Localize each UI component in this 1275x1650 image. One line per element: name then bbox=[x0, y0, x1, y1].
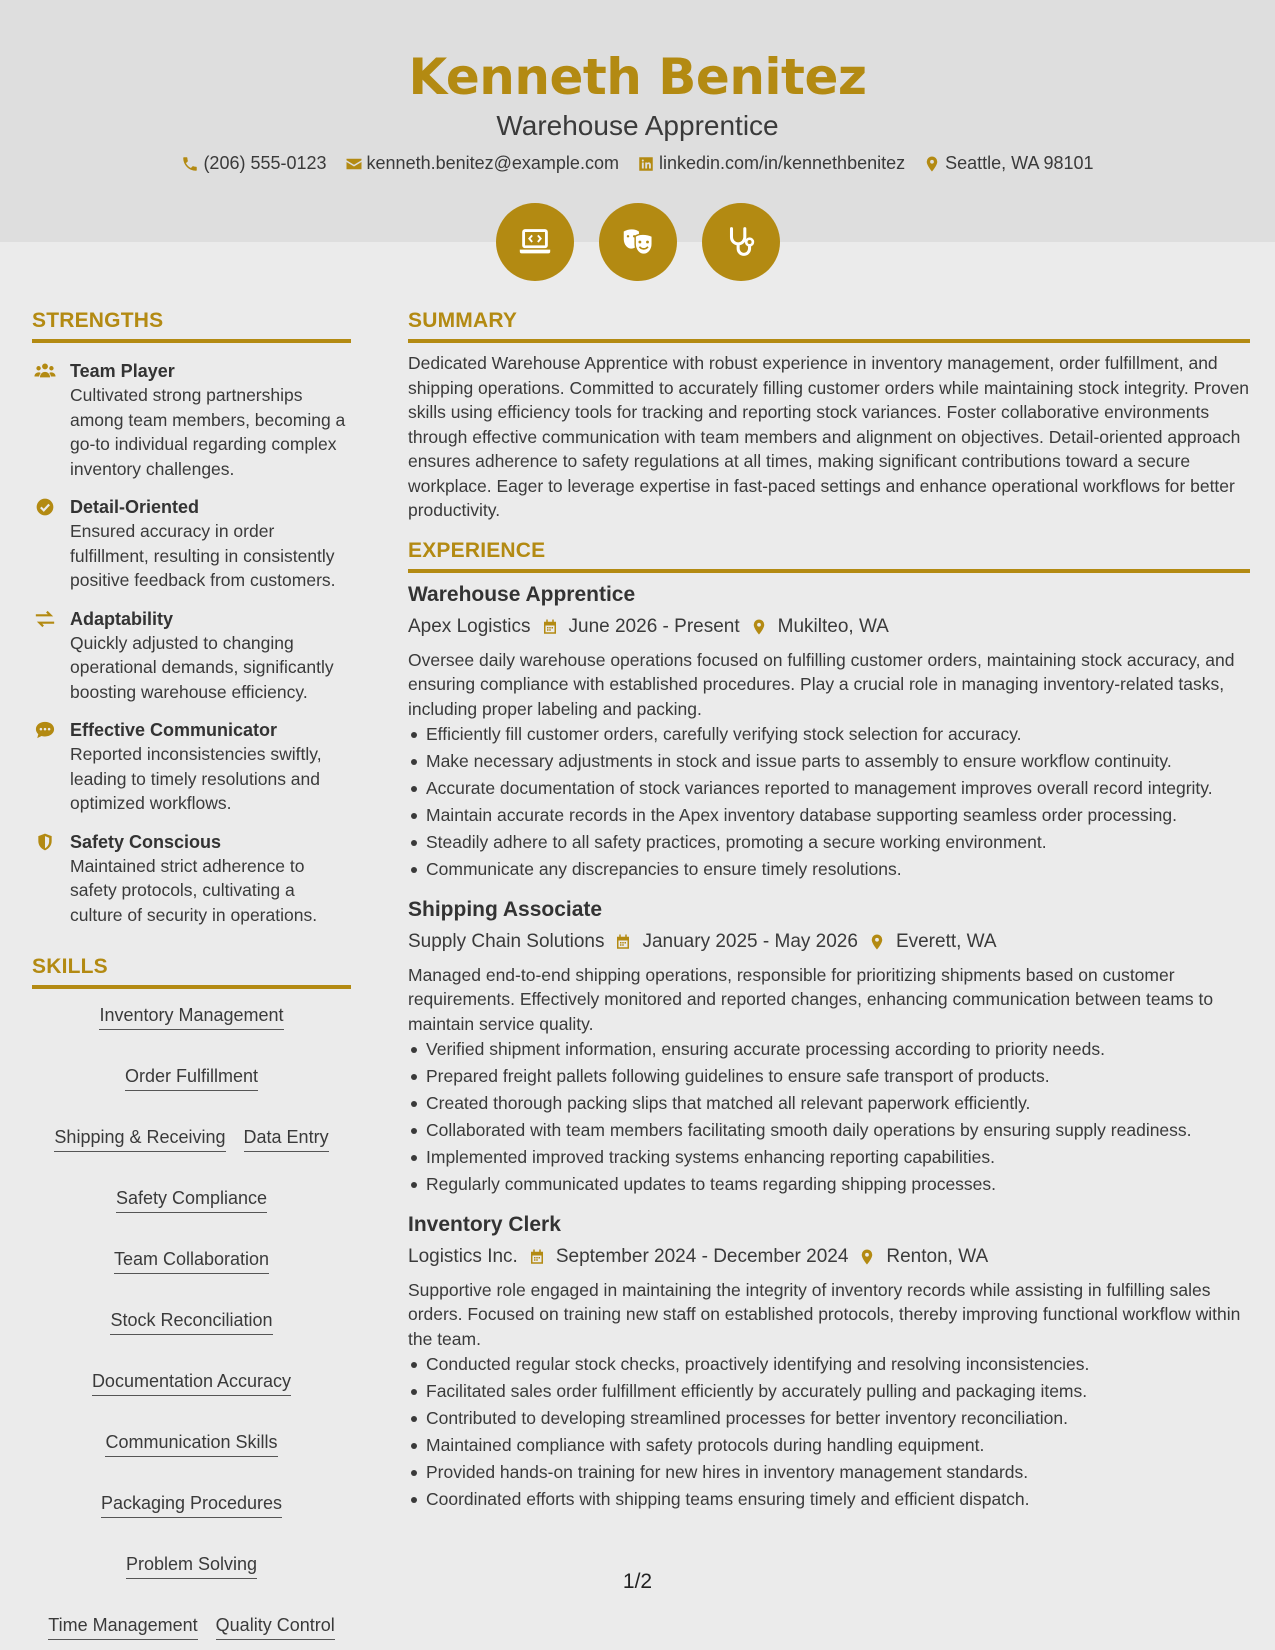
job-bullet: Implemented improved tracking systems enhancing reporting capabilities. bbox=[408, 1145, 1250, 1170]
linkedin-icon bbox=[637, 155, 655, 173]
job-bullet: Collaborated with team members facilitating smooth daily operations by ensuring supply readiness. bbox=[408, 1118, 1250, 1143]
location-pin-icon bbox=[923, 155, 941, 173]
theater-masks-icon bbox=[619, 223, 657, 261]
badge-laptop bbox=[496, 203, 574, 281]
contact-linkedin[interactable] bbox=[637, 153, 905, 174]
strength-desc: Reported inconsistencies swiftly, leading to timely resolutions and optimized workflows. bbox=[70, 744, 322, 813]
job-role: Inventory Clerk bbox=[408, 1212, 561, 1236]
strength-item bbox=[32, 607, 351, 705]
job-entry bbox=[408, 1211, 1250, 1512]
job-bullet: Efficiently fill customer orders, carefully verifying stock selection for accuracy. bbox=[408, 722, 1250, 747]
check-circle-icon bbox=[34, 497, 56, 517]
skill-tag: Data Entry bbox=[244, 1127, 329, 1152]
job-bullet: Coordinated efforts with shipping teams ensuring timely and efficient dispatch. bbox=[408, 1487, 1250, 1512]
strength-desc: Maintained strict adherence to safety protocols, cultivating a culture of security in operations. bbox=[70, 855, 318, 925]
location-pin-icon bbox=[858, 1248, 876, 1266]
skill-tag: Documentation Accuracy bbox=[92, 1371, 291, 1396]
job-dates: January 2025 - May 2026 bbox=[642, 930, 858, 952]
calendar-icon bbox=[541, 618, 559, 636]
job-meta bbox=[408, 929, 1250, 955]
job-description: Oversee daily warehouse operations focused on fulfilling customer orders, maintaining stock accuracy, and ensuring compliance with established procedures. Play a crucial role in managing inventory-related tasks, including proper labeling and packing. bbox=[408, 649, 1235, 719]
strength-name: Adaptability bbox=[70, 608, 174, 629]
exchange-icon bbox=[34, 609, 56, 629]
strength-desc: Cultivated strong partnerships among team members, becoming a go-to individual regarding complex inventory challenges. bbox=[70, 385, 346, 479]
job-location: Renton, WA bbox=[886, 1245, 989, 1267]
calendar-icon bbox=[614, 933, 632, 951]
job-bullet: Facilitated sales order fulfillment efficiently by accurately pulling and packaging items. bbox=[408, 1379, 1250, 1404]
job-description: Managed end-to-end shipping operations, responsible for prioritizing shipments based on customer requirements. Effectively monitored and reported changes, enhancing communication between teams to maintain service quality. bbox=[408, 964, 1214, 1034]
job-bullet: Conducted regular stock checks, proactively identifying and resolving inconsistencies. bbox=[408, 1352, 1250, 1377]
right-column bbox=[408, 309, 1250, 1514]
skill-tag: Inventory Management bbox=[99, 1005, 283, 1030]
strength-name: Effective Communicator bbox=[70, 720, 278, 740]
strength-desc: Ensured accuracy in order fulfillment, resulting in consistently positive feedback from customers. bbox=[70, 521, 336, 590]
job-company: Apex Logistics bbox=[408, 615, 531, 637]
strengths-heading: STRENGTHS bbox=[32, 309, 351, 343]
job-bullets bbox=[408, 1352, 1250, 1512]
laptop-code-icon bbox=[516, 223, 554, 261]
badge-masks bbox=[599, 203, 677, 281]
skills-list bbox=[32, 989, 351, 1640]
strength-item bbox=[32, 718, 351, 816]
comment-dots-icon bbox=[34, 720, 56, 740]
candidate-name: Kenneth Benitez bbox=[408, 48, 867, 106]
skill-tag: Problem Solving bbox=[126, 1554, 257, 1579]
skill-tag: Shipping & Receiving bbox=[54, 1127, 225, 1152]
job-company: Supply Chain Solutions bbox=[408, 930, 605, 952]
job-bullet: Communicate any discrepancies to ensure timely resolutions. bbox=[408, 857, 1250, 882]
skill-tag: Quality Control bbox=[216, 1615, 335, 1640]
contact-location-text: Seattle, WA 98101 bbox=[945, 153, 1094, 173]
shield-icon bbox=[34, 832, 56, 852]
job-bullet: Maintain accurate records in the Apex inventory database supporting seamless order processing. bbox=[408, 803, 1250, 828]
job-company: Logistics Inc. bbox=[408, 1245, 518, 1267]
stethoscope-icon bbox=[722, 223, 760, 261]
experience-heading: EXPERIENCE bbox=[408, 539, 1250, 573]
users-icon bbox=[34, 361, 56, 381]
job-description: Supportive role engaged in maintaining the integrity of inventory records while assisting in fulfilling sales orders. Focused on training new staff on established protocols, thereby improving functional workflow within the team. bbox=[408, 1279, 1241, 1349]
job-role: Shipping Associate bbox=[408, 897, 603, 921]
job-bullet: Prepared freight pallets following guidelines to ensure safe transport of products. bbox=[408, 1064, 1250, 1089]
contact-email[interactable] bbox=[345, 153, 619, 174]
interest-badges bbox=[0, 203, 1275, 281]
job-role: Warehouse Apprentice bbox=[408, 582, 636, 606]
contact-location bbox=[923, 153, 1093, 174]
job-bullet: Accurate documentation of stock variances reported to management improves overall record integrity. bbox=[408, 776, 1250, 801]
strength-item bbox=[32, 495, 351, 593]
job-dates: June 2026 - Present bbox=[568, 615, 740, 637]
job-bullet: Contributed to developing streamlined processes for better inventory reconciliation. bbox=[408, 1406, 1250, 1431]
page-number: 1/2 bbox=[622, 1570, 653, 1593]
job-entry bbox=[408, 581, 1250, 882]
job-bullet: Maintained compliance with safety protocols during handling equipment. bbox=[408, 1433, 1250, 1458]
job-bullets bbox=[408, 722, 1250, 882]
skill-tag: Communication Skills bbox=[105, 1432, 277, 1457]
skill-tag: Time Management bbox=[48, 1615, 197, 1640]
candidate-title: Warehouse Apprentice bbox=[496, 110, 779, 141]
job-meta bbox=[408, 614, 1250, 640]
job-location: Everett, WA bbox=[895, 930, 997, 952]
job-bullet: Steadily adhere to all safety practices, promoting a secure working environment. bbox=[408, 830, 1250, 855]
strength-desc: Quickly adjusted to changing operational demands, significantly boosting warehouse efficiency. bbox=[70, 632, 334, 702]
left-column bbox=[32, 309, 351, 1640]
location-pin-icon bbox=[750, 618, 768, 636]
strengths-list bbox=[32, 343, 351, 927]
job-bullets bbox=[408, 1037, 1250, 1197]
summary-heading: SUMMARY bbox=[408, 309, 1250, 343]
job-bullet: Provided hands-on training for new hires in inventory management standards. bbox=[408, 1460, 1250, 1485]
contact-email-text: kenneth.benitez@example.com bbox=[366, 153, 619, 173]
calendar-icon bbox=[528, 1248, 546, 1266]
job-location: Mukilteo, WA bbox=[777, 615, 889, 637]
skill-tag: Safety Compliance bbox=[116, 1188, 267, 1213]
badge-stethoscope bbox=[702, 203, 780, 281]
contact-linkedin-text: linkedin.com/in/kennethbenitez bbox=[658, 153, 906, 173]
job-bullet: Make necessary adjustments in stock and issue parts to assembly to ensure workflow continuity. bbox=[408, 749, 1250, 774]
phone-icon bbox=[181, 155, 199, 173]
job-entry bbox=[408, 896, 1250, 1197]
contact-phone[interactable] bbox=[181, 153, 326, 174]
job-bullet: Created thorough packing slips that matched all relevant paperwork efficiently. bbox=[408, 1091, 1250, 1116]
strength-name: Safety Conscious bbox=[70, 831, 222, 852]
summary-text: Dedicated Warehouse Apprentice with robust experience in inventory management, order fulfillment, and shipping operations. Committed to accurately filling customer orders while maintaining stock integrity. Proven skills using efficiency tools for tracking and reporting stock variances. Foster collaborative environments through effective communication with team members and alignment on objectives. Detail-oriented approach ensures adherence to safety regulations at all times, making significant contributions toward a secure workplace. Eager to leverage expertise in fast-paced settings and enhance operational workflows for better productivity. bbox=[408, 353, 1250, 520]
job-bullet: Verified shipment information, ensuring accurate processing according to priority needs. bbox=[408, 1037, 1250, 1062]
strength-item bbox=[32, 359, 351, 481]
experience-section bbox=[408, 539, 1250, 1512]
location-pin-icon bbox=[868, 933, 886, 951]
skill-tag: Team Collaboration bbox=[114, 1249, 269, 1274]
job-dates: September 2024 - December 2024 bbox=[555, 1245, 849, 1267]
skills-section bbox=[32, 955, 351, 1640]
strength-name: Team Player bbox=[70, 361, 175, 381]
job-bullet: Regularly communicated updates to teams regarding shipping processes. bbox=[408, 1172, 1250, 1197]
contact-phone-text: (206) 555-0123 bbox=[203, 153, 327, 173]
strength-item bbox=[32, 830, 351, 928]
skills-heading: SKILLS bbox=[32, 955, 351, 989]
skill-tag: Packaging Procedures bbox=[101, 1493, 282, 1518]
skill-tag: Stock Reconciliation bbox=[110, 1310, 272, 1335]
skill-tag: Order Fulfillment bbox=[125, 1066, 258, 1091]
strength-name: Detail-Oriented bbox=[70, 497, 200, 517]
job-meta bbox=[408, 1244, 1250, 1270]
contact-row bbox=[0, 153, 1275, 174]
email-icon bbox=[345, 155, 363, 173]
